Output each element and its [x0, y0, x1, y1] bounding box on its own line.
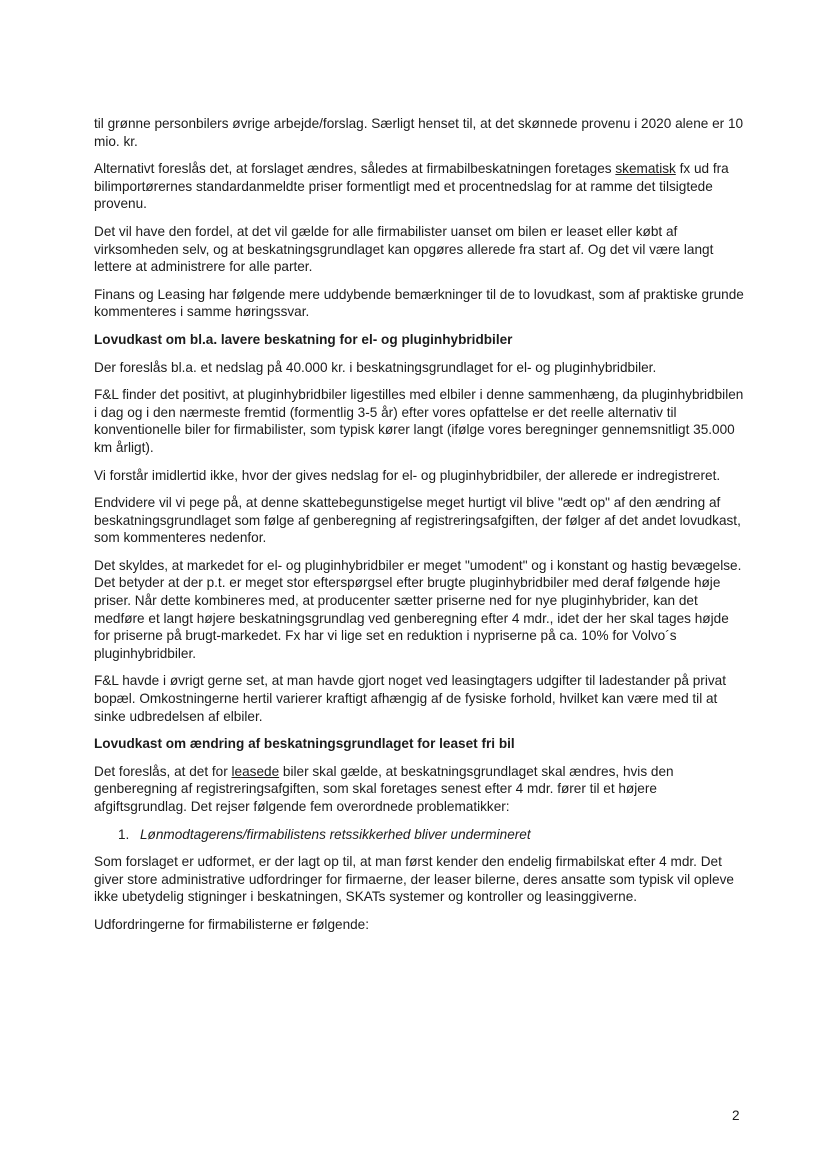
underlined-word: leasede [231, 763, 280, 779]
text-run: Alternativt foreslås det, at forslaget ændres, således at firmabilbeskatningen foretages [94, 161, 616, 177]
paragraph: Det vil have den fordel, at det vil gælde for alle firmabilister uanset om bilen er leaset eller købt af virksomheden selv, og at beskatningsgrundlaget kan opgøres allerede fra start af. Og det vil være langt lettere at administrere for alle parter. [94, 223, 714, 275]
document-body [94, 115, 744, 944]
list-number: 1. [118, 826, 130, 842]
paragraph [94, 160, 744, 213]
text-run: biler skal gælde, at beskatningsgrundlaget skal ændres, hvis den genberegning af registreringsafgiften, som skal foretages senest efter 4 mdr. fører til et højere afgiftsgrundlag. Det rejser følgende fem overordnede problematikker: [94, 763, 674, 814]
text-run: Det foreslås, at det for [94, 763, 232, 779]
paragraph [94, 763, 744, 816]
text-run: fx ud fra bilimportørernes standardanmeldte priser formentligt med et procentnedslag for at ramme det tilsigtede provenu. [94, 161, 729, 212]
paragraph: F&L havde i øvrigt gerne set, at man havde gjort noget ved leasingtagers udgifter til ladestander på privat bopæl. Omkostningerne hertil varierer kraftigt afhængig af de fysiske forhold, hvilket kan være med til at sinke udbredelsen af elbiler. [94, 673, 726, 724]
paragraph: Det skyldes, at markedet for el- og pluginhybridbiler er meget "umodent" og i konstant og hastig bevægelse. Det betyder at der p.t. er meget stor efterspørgsel efter brugte pluginhybridbiler med deraf følgende høje priser. Når dette kombineres med, at producenter sætter priserne ned for nye pluginhybrider, kan det medføre et langt højere beskatningsgrundlag ved genberegning efter 4 mdr., idet der her skal tages højde for priserne på brugt-markedet. Fx har vi lige set en reduktion i nypriserne på ca. 10% for Volvo´s pluginhybridbiler. [94, 557, 742, 661]
paragraph: F&L finder det positivt, at pluginhybridbiler ligestilles med elbiler i denne sammenhæng, da pluginhybridbilen i dag og i den nærmeste fremtid (formentlig 3-5 år) efter vores opfattelse er det reelle alternativ til konventionelle biler for firmabilister, som typisk kører langt (ifølge vores beregninger gennemsnitligt 35.000 km årligt). [94, 387, 744, 455]
paragraph: Vi forstår imidlertid ikke, hvor der gives nedslag for el- og pluginhybridbiler, der allerede er indregistreret. [94, 467, 721, 483]
paragraph: til grønne personbilers øvrige arbejde/forslag. Særligt henset til, at det skønnede provenu i 2020 alene er 10 mio. kr. [94, 116, 744, 149]
section-heading: Lovudkast om ændring af beskatningsgrundlaget for leaset fri bil [94, 736, 515, 752]
section-heading: Lovudkast om bl.a. lavere beskatning for el- og pluginhybridbiler [94, 331, 513, 347]
paragraph: Finans og Leasing har følgende mere uddybende bemærkninger til de to lovudkast, som af praktiske grunde kommenteres i samme høringssvar. [94, 286, 744, 320]
page-number: 2 [732, 1108, 740, 1123]
paragraph: Endvidere vil vi pege på, at denne skattebegunstigelse meget hurtigt vil blive "ædt op" af den ændring af beskatningsgrundlaget som følge af genberegning af registreringsafgiften, der følger af det andet lovudkast, som kommenteres nedenfor. [94, 495, 741, 546]
paragraph: Der foreslås bl.a. et nedslag på 40.000 kr. i beskatningsgrundlaget for el- og pluginhybridbiler. [94, 359, 657, 375]
paragraph: Som forslaget er udformet, er der lagt op til, at man først kender den endelig firmabilskat efter 4 mdr. Det giver store administrative udfordringer for firmaerne, der leaser bilerne, deres ansatte som typisk vil opleve ikke ubetydelig stigninger i beskatningen, SKATs systemer og kontroller og leasinggiverne. [94, 854, 734, 905]
paragraph: Udfordringerne for firmabilisterne er følgende: [94, 916, 370, 932]
numbered-list-item [118, 826, 744, 844]
underlined-word: skematisk [615, 161, 676, 177]
list-item-text: Lønmodtagerens/firmabilistens retssikkerhed bliver undermineret [140, 826, 531, 842]
